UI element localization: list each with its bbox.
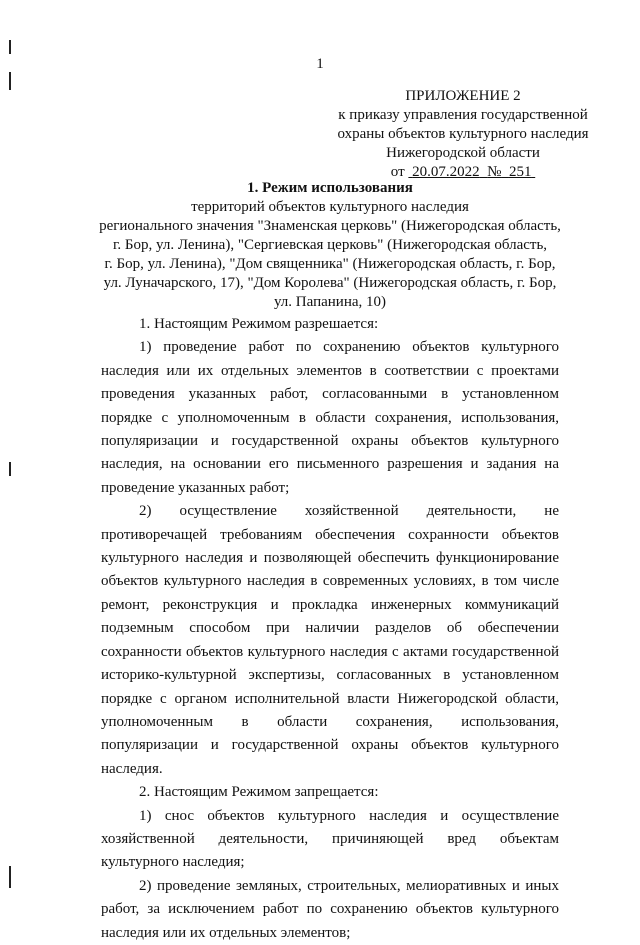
date-prefix: от xyxy=(390,164,405,180)
heading-line: г. Бор, ул. Ленина), "Сергиевская церковь" (Нижегородская область, xyxy=(112,237,548,253)
scan-edge-mark xyxy=(9,72,11,90)
order-date: 20.07.2022 № 251 xyxy=(412,164,532,180)
paragraph: 1) проведение работ по сохранению объектов культурного наследия или их отдельных элементов в соответствии с проектами проведения указанных работ, согласованными в установленном порядке с уполномоченным в области сохранения, использования, популяризации и государственной охраны объектов культурного наследия, на основании его письменного разрешения и задания на проведение указанных работ; xyxy=(101,339,559,496)
appendix-header xyxy=(328,87,598,182)
scan-edge-mark xyxy=(9,40,11,54)
appendix-line: охраны объектов культурного наследия xyxy=(337,126,589,142)
paragraph: 2. Настоящим Режимом запрещается: xyxy=(139,784,379,801)
heading-line: г. Бор, ул. Ленина), "Дом священника" (Нижегородская область, г. Бор, xyxy=(104,256,556,272)
heading-line: ул. Луначарского, 17), "Дом Королева" (Нижегородская область, г. Бор, xyxy=(103,275,557,291)
appendix-line: к приказу управления государственной xyxy=(338,107,588,123)
paragraph: 1. Настоящим Режимом разрешается: xyxy=(139,316,379,332)
heading-line: регионального значения "Знаменская церковь" (Нижегородская область, xyxy=(99,218,561,234)
appendix-line: Нижегородской области xyxy=(386,145,540,161)
section-title: 1. Режим использования xyxy=(247,180,413,196)
document-body xyxy=(101,313,559,945)
scan-edge-mark xyxy=(9,866,11,888)
order-number: 251 xyxy=(508,164,532,180)
heading-line: ул. Папанина, 10) xyxy=(273,294,387,310)
appendix-title: ПРИЛОЖЕНИЕ 2 xyxy=(405,88,521,104)
section-heading xyxy=(90,179,570,312)
scan-edge-mark xyxy=(9,462,11,476)
page-number: 1 xyxy=(316,56,324,72)
paragraph: 2) проведение земляных, строительных, мелиоративных и иных работ, за исключением работ по сохранению объектов культурного наследия или их отдельных элементов; xyxy=(101,877,559,941)
paragraph: 2) осуществление хозяйственной деятельности, не противоречащей требованиям обеспечения сохранности объектов культурного наследия и позволяющей обеспечить функционирование объектов культурного наследия в современных условиях, в том числе ремонт, реконструкция и прокладка инженерных коммуникаций подземным способом при наличии разделов об обеспечении сохранности объектов культурного наследия с актами государственной историко-культурной экспертизы, согласованных в установленном порядке с органом исполнительной власти Нижегородской области, уполномоченным в области сохранения, использования, популяризации и государственной охраны объектов культурного наследия. xyxy=(101,503,559,777)
heading-line: территорий объектов культурного наследия xyxy=(191,199,469,215)
number-prefix: № xyxy=(487,164,502,180)
paragraph: 1) снос объектов культурного наследия и осуществление хозяйственной деятельности, причиняющей вред объектам культурного наследия; xyxy=(101,807,559,871)
